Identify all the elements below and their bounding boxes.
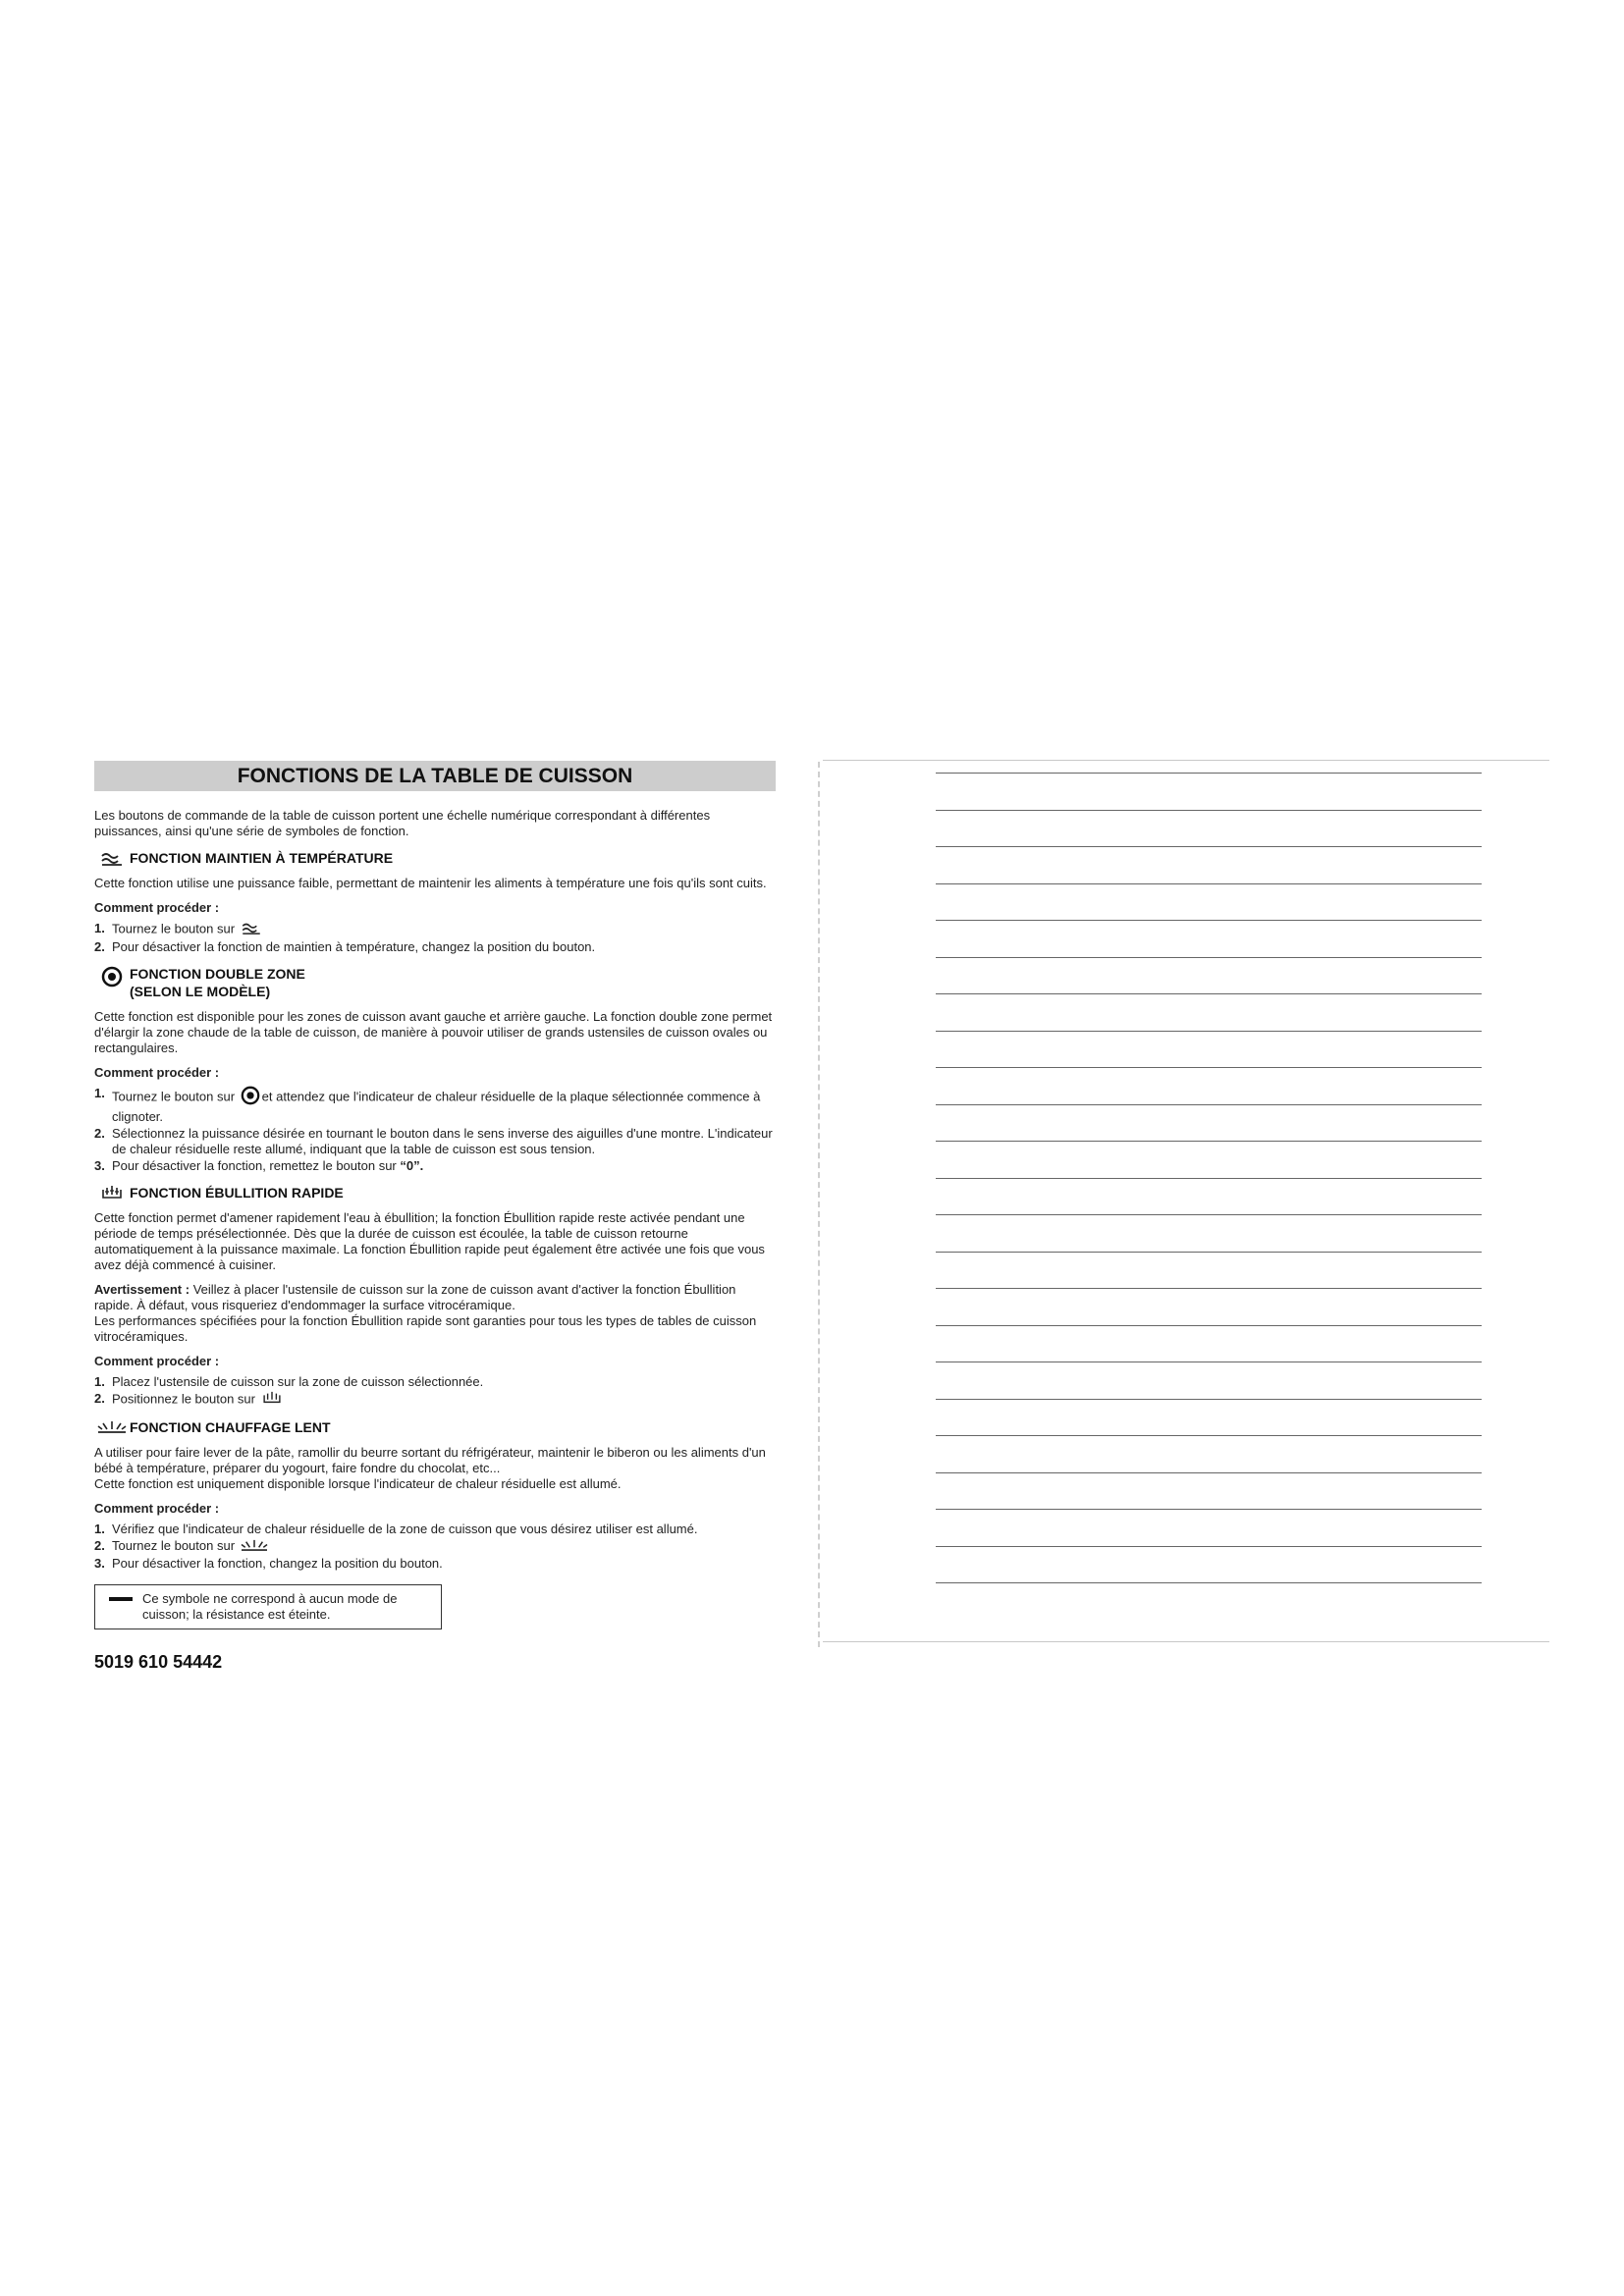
- heading-lent: FONCTION CHAUFFAGE LENT: [130, 1419, 331, 1435]
- note-line: [936, 1435, 1482, 1436]
- section-heading-ebullition: [94, 1184, 776, 1201]
- bottom-rule: [823, 1641, 1549, 1642]
- page-title: FONCTIONS DE LA TABLE DE CUISSON: [94, 761, 776, 791]
- note-box: [94, 1584, 442, 1629]
- note-line: [936, 883, 1482, 884]
- desc-lent-2: Cette fonction est uniquement disponible lorsque l'indicateur de chaleur résiduelle est allumé.: [94, 1476, 622, 1491]
- note-line: [936, 1509, 1482, 1510]
- note-text: Ce symbole ne correspond à aucun mode de cuisson; la résistance est éteinte.: [142, 1591, 398, 1623]
- note-line: [936, 920, 1482, 921]
- steps-double: [94, 1086, 776, 1174]
- note-line: [936, 810, 1482, 811]
- top-rule: [823, 760, 1549, 761]
- off-symbol-icon: [109, 1597, 133, 1601]
- warning-ebullition: Avertissement : Veillez à placer l'ustensile de cuisson sur la zone de cuisson avant d'activer la fonction Ébullition rapide. À défaut, vous risqueriez d'endommager la surface vitrocéramique.: [94, 1282, 736, 1312]
- keep-warm-icon: [241, 921, 262, 938]
- note-line: [936, 846, 1482, 847]
- list-item: 2. Positionnez le bouton sur: [94, 1391, 776, 1409]
- note-line: [936, 1399, 1482, 1400]
- note-line: [936, 993, 1482, 994]
- double-zone-icon: [94, 965, 130, 988]
- perf-ebullition: Les performances spécifiées pour la fonction Ébullition rapide sont garanties pour tous les types de tables de cuisson vitrocéramiques.: [94, 1313, 757, 1344]
- note-line: [936, 1288, 1482, 1289]
- fold-line: [818, 762, 820, 1647]
- note-line: [936, 957, 1482, 958]
- note-line: [936, 1104, 1482, 1105]
- list-item: 3. Pour désactiver la fonction, changez la position du bouton.: [94, 1556, 443, 1572]
- list-item: 2. Sélectionnez la puissance désirée en tournant le bouton dans le sens inverse des aiguilles d'une montre. L'indicateur de chaleur résiduelle reste allumé, indiquant que la table de cuisson est sous tension.: [94, 1126, 773, 1156]
- desc-maintien: Cette fonction utilise une puissance faible, permettant de maintenir les aliments à température une fois qu'ils sont cuits.: [94, 876, 767, 890]
- how-maintien: Comment procéder :: [94, 900, 220, 915]
- list-item: 1. Placez l'ustensile de cuisson sur la zone de cuisson sélectionnée.: [94, 1374, 484, 1389]
- list-item: 2. Pour désactiver la fonction de maintien à température, changez la position du bouton.: [94, 939, 596, 954]
- note-line: [936, 1546, 1482, 1547]
- desc-double: Cette fonction est disponible pour les zones de cuisson avant gauche et arrière gauche. La fonction double zone permet d'élargir la zone chaude de la table de cuisson, de manière à pouvoir utiliser de grands ustensiles de cuisson ovales ou rectangulaires.: [94, 1009, 773, 1055]
- note-line: [936, 1472, 1482, 1473]
- section-heading-maintien: [94, 849, 776, 867]
- heading-double-1: FONCTION DOUBLE ZONE: [130, 966, 305, 982]
- note-line: [936, 1031, 1482, 1032]
- note-line: [936, 1582, 1482, 1583]
- note-line: [936, 1325, 1482, 1326]
- intro-text: Les boutons de commande de la table de cuisson portent une échelle numérique correspondant à différentes puissances, ainsi qu'une série de symboles de fonction.: [94, 808, 711, 838]
- section-heading-lent: [94, 1418, 776, 1436]
- list-item: 2. Tournez le bouton sur: [94, 1538, 776, 1555]
- rapid-boil-icon: [94, 1184, 130, 1201]
- slow-heat-icon: [94, 1418, 130, 1433]
- list-item: 1. Tournez le bouton sur et attendez que l'indicateur de chaleur résiduelle de la plaque sélectionnée commence à clignoter.: [94, 1086, 761, 1124]
- steps-maintien: [94, 921, 776, 955]
- note-line: [936, 1178, 1482, 1179]
- heading-maintien: FONCTION MAINTIEN À TEMPÉRATURE: [130, 850, 394, 866]
- note-line: [936, 1141, 1482, 1142]
- note-line: [936, 1214, 1482, 1215]
- steps-ebullition: [94, 1374, 776, 1409]
- list-item: 1. Vérifiez que l'indicateur de chaleur résiduelle de la zone de cuisson que vous désirez utiliser est allumé.: [94, 1522, 698, 1536]
- double-zone-icon: [241, 1086, 260, 1109]
- list-item: 3. Pour désactiver la fonction, remettez le bouton sur “0”.: [94, 1158, 424, 1173]
- document-code: 5019 610 54442: [94, 1652, 223, 1672]
- heading-ebullition: FONCTION ÉBULLITION RAPIDE: [130, 1185, 344, 1201]
- slow-heat-icon: [241, 1538, 268, 1555]
- note-line: [936, 1252, 1482, 1253]
- how-double: Comment procéder :: [94, 1065, 220, 1080]
- desc-lent: A utiliser pour faire lever de la pâte, ramollir du beurre sortant du réfrigérateur, maintenir le biberon ou les aliments d'un bébé à température, préparer du yogourt, faire fondre du chocolat, etc...: [94, 1445, 766, 1475]
- list-item: 1. Tournez le bouton sur: [94, 921, 776, 938]
- keep-warm-icon: [94, 849, 130, 866]
- note-line: [936, 773, 1482, 774]
- content: [94, 808, 776, 1629]
- note-line: [936, 1067, 1482, 1068]
- desc-ebullition: Cette fonction permet d'amener rapidement l'eau à ébullition; la fonction Ébullition rapide reste activée pendant une période de temps présélectionnée. Dès que la durée de cuisson est écoulée, la table de cuisson retourne automatiquement à la puissance maximale. La fonction Ébullition rapide peut également être activée une fois que vous avez déjà commencé à cuisiner.: [94, 1210, 765, 1272]
- functions-column: [94, 761, 776, 1629]
- rapid-boil-icon: [261, 1391, 283, 1409]
- how-lent: Comment procéder :: [94, 1501, 220, 1516]
- notes-lines: [936, 773, 1482, 1620]
- heading-double-2: (SELON LE MODÈLE): [130, 984, 271, 999]
- how-ebullition: Comment procéder :: [94, 1354, 220, 1368]
- section-heading-double: [94, 965, 776, 1000]
- steps-lent: [94, 1522, 776, 1572]
